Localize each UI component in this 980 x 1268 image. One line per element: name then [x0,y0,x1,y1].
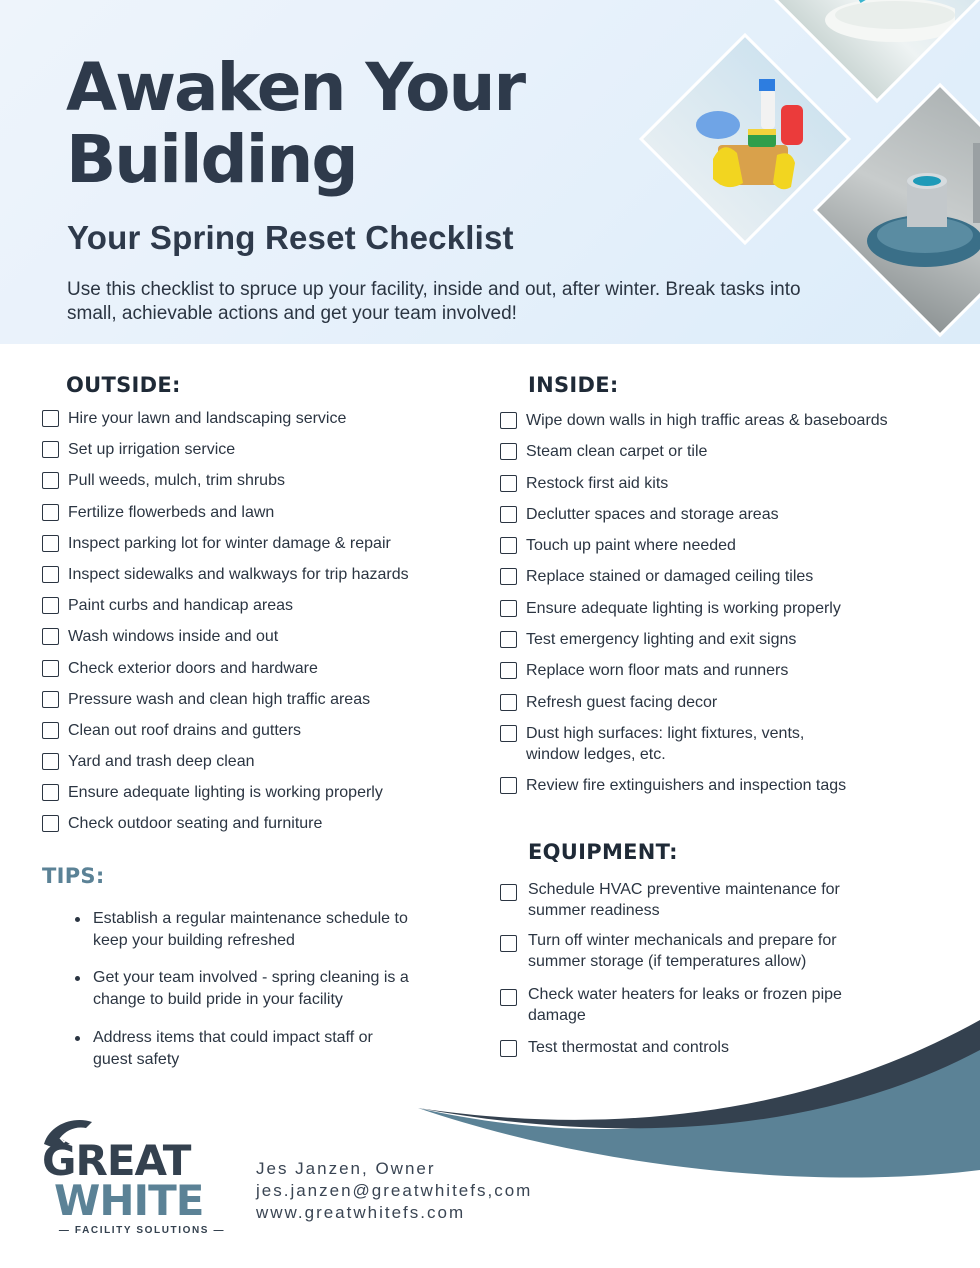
checkbox[interactable] [42,691,59,708]
list-item [42,564,482,595]
item-label: Clean out roof drains and gutters [68,721,302,739]
list-item [42,533,482,564]
checkbox[interactable] [42,504,59,521]
checkbox[interactable] [42,815,59,832]
contact-website[interactable]: www.greatwhitefs.com [256,1203,466,1222]
item-label: Replace stained or damaged ceiling tiles [526,568,814,586]
logo-tagline: — FACILITY SOLUTIONS — [58,1225,226,1236]
item-label: Pressure wash and clean high traffic areas [68,690,371,708]
list-item [500,775,960,806]
item-label: Pull weeds, mulch, trim shrubs [68,472,285,490]
item-label: Steam clean carpet or tile [526,443,708,461]
list-item [42,595,482,626]
list-item [42,689,482,720]
item-label: Schedule HVAC preventive maintenance for summer readiness [528,881,840,919]
item-label: Yard and trash deep clean [68,753,255,771]
intro-text: Use this checklist to spruce up your facility, inside and out, after winter. Break tasks into small, achievable actions and get your team involved! [67,279,801,324]
item-label: Inspect parking lot for winter damage & repair [68,534,391,552]
list-item [42,751,482,782]
list-item [500,535,960,566]
item-label: Dust high surfaces: light fixtures, vents, window ledges, etc. [526,724,805,763]
item-label: Ensure adequate lighting is working properly [526,599,841,617]
bullet [75,917,80,922]
list-item [42,658,482,689]
item-label: Inspect sidewalks and walkways for trip hazards [68,565,409,583]
checkbox[interactable] [42,535,59,552]
checkbox[interactable] [500,662,517,679]
checkbox[interactable] [500,694,517,711]
photo-collage [630,0,980,280]
checkbox[interactable] [42,441,59,458]
list-item [42,813,482,844]
hero-banner [0,0,980,344]
page-title: Awaken Your Building [66,49,525,198]
checkbox[interactable] [500,537,517,554]
checkbox[interactable] [42,722,59,739]
checkbox[interactable] [500,600,517,617]
item-label: Turn off winter mechanicals and prepare for summer storage (if temperatures allow) [528,932,837,970]
logo-great: GREAT [42,1136,191,1185]
checkbox[interactable] [42,784,59,801]
item-label: Declutter spaces and storage areas [526,505,779,523]
item-label: Replace worn floor mats and runners [526,662,789,680]
checkbox[interactable] [500,443,517,460]
item-label: Ensure adequate lighting is working properly [68,784,383,802]
item-label: Set up irrigation service [68,441,236,459]
list-item [500,504,960,535]
list-item [500,410,960,441]
checkbox[interactable] [42,753,59,770]
item-label: Refresh guest facing decor [526,693,718,711]
contact-block [256,1158,532,1224]
inside-heading: INSIDE: [528,373,619,397]
checkbox[interactable] [500,935,517,952]
list-item [42,720,482,751]
item-label: Restock first aid kits [526,474,669,492]
list-item [42,626,482,657]
tips-heading: TIPS: [42,864,105,888]
list-item [42,470,482,501]
item-label: Test emergency lighting and exit signs [526,631,797,649]
tip-text: Establish a regular maintenance schedule to keep your building refreshed [93,910,408,949]
checkbox[interactable] [500,631,517,648]
checkbox[interactable] [42,472,59,489]
item-label: Wash windows inside and out [68,628,279,646]
checkbox[interactable] [500,989,517,1006]
checkbox[interactable] [500,884,517,901]
list-item [500,660,960,691]
item-label: Check outdoor seating and furniture [68,815,323,833]
outside-heading: OUTSIDE: [66,373,181,397]
list-item [42,502,482,533]
item-label: Test thermostat and controls [528,1039,729,1056]
list-item [75,967,445,1027]
list-item [500,441,960,472]
list-item [500,629,960,660]
tip-text: Get your team involved - spring cleaning is a change to build pride in your facility [93,969,409,1008]
floor-polisher-photo [813,83,980,338]
tip-text: Address items that could impact staff or guest safety [93,1029,373,1068]
checkbox[interactable] [500,568,517,585]
item-label: Check exterior doors and hardware [68,659,318,677]
list-item [500,566,960,597]
checkbox[interactable] [500,506,517,523]
checkbox[interactable] [500,412,517,429]
checkbox[interactable] [500,475,517,492]
item-label: Hire your lawn and landscaping service [68,410,347,427]
equipment-heading: EQUIPMENT: [528,840,678,864]
list-item [500,930,885,984]
page-subtitle: Your Spring Reset Checklist [67,219,514,256]
item-label: Paint curbs and handicap areas [68,597,294,615]
outside-checklist [42,408,482,845]
list-item [500,879,885,930]
checkbox[interactable] [42,566,59,583]
list-item [75,908,445,967]
company-logo [38,1114,238,1244]
checkbox[interactable] [42,410,59,427]
logo-white: WHITE [54,1176,204,1225]
list-item [500,473,960,504]
mop-photo [771,0,980,103]
contact-name: Jes Janzen, Owner [256,1159,436,1178]
checkbox[interactable] [42,660,59,677]
list-item [42,408,482,439]
list-item [500,598,960,629]
item-label: Touch up paint where needed [526,537,736,555]
bullet [75,976,80,981]
item-label: Review fire extinguishers and inspection tags [526,776,847,794]
inside-checklist [500,410,960,806]
contact-email[interactable]: jes.janzen@greatwhitefs,com [256,1181,533,1200]
item-label: Fertilize flowerbeds and lawn [68,503,275,521]
list-item [500,692,960,723]
item-label: Wipe down walls in high traffic areas & baseboards [526,412,888,429]
checkbox[interactable] [500,777,517,794]
checkbox[interactable] [42,628,59,645]
item-label: Check water heaters for leaks or frozen pipe damage [528,986,842,1024]
checkbox[interactable] [42,597,59,614]
list-item [42,782,482,813]
list-item [500,723,860,775]
list-item [42,439,482,470]
logo-tagline-text: FACILITY SOLUTIONS [74,1225,210,1236]
checkbox[interactable] [500,725,517,742]
